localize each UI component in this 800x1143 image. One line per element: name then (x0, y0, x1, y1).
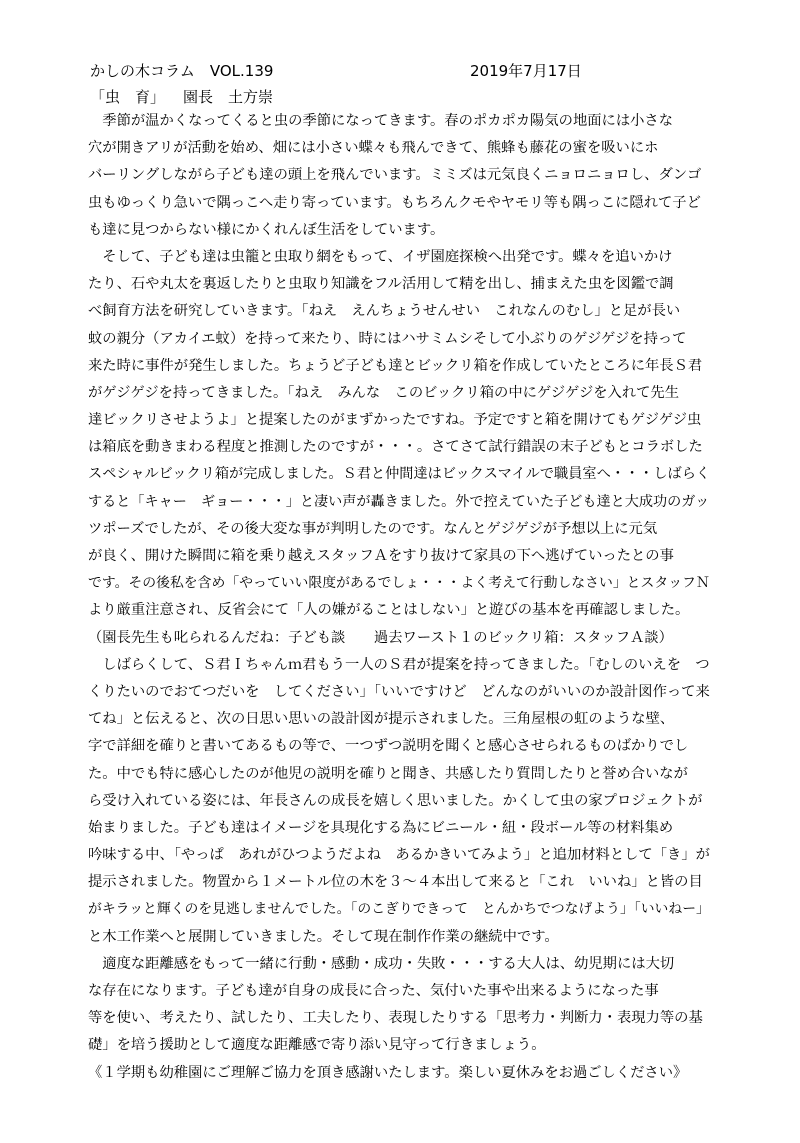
body-line: がキラッと輝くのを見逃しませんでした。「のこぎりできって とんかちでつなげよう」「いいねー」 (88, 901, 710, 918)
body-line: 字で詳細を確りと書いてあるもの等で、一つずつ説明を聞くと感心させられるものばかりでし (88, 738, 689, 755)
article-title: 「虫 育」 (90, 88, 166, 106)
body-line: 等を使い、考えたり、試したり、工夫したり、表現したりする「思考力・判断力・表現力等の基 (88, 1010, 703, 1027)
body-line: ツポーズでしたが、その後大変な事が判明したのです。なんとゲジゲジが予想以上に元気 (88, 520, 658, 537)
body-line: も達に見つからない様にかくれんぼ生活をしています。 (88, 221, 445, 238)
column-name: かしの木コラム VOL.139 (90, 62, 274, 80)
body-line: たり、石や丸太を裏返したりと虫取り知識をフル活用して精を出し、捕まえた虫を図鑑で調 (88, 276, 674, 293)
body-line: が良く、開けた瞬間に箱を乗り越えスタッフＡをすり抜けて家具の下へ逃げていったとの事 (88, 548, 674, 564)
body-line: 達ビックリさせようよ」と提案したのがまずかったですね。予定ですと箱を開けてもゲジゲジ虫 (88, 412, 702, 429)
body-line: くりたいのでおてつだいを してください」「いいですけど どんなのがいいのか設計図作って来 (88, 683, 710, 700)
body-line: 始まりました。子ども達はイメージを具現化する為にビニール・紐・段ボール等の材料集め (88, 819, 674, 836)
body-line: しばらくして、Ｓ君Ｉちゃんｍ君もう一人のＳ君が提案を持ってきました。「むしのいえを つ (88, 656, 710, 673)
body-line: 季節が温かくなってくると虫の季節になってきます。春のポカポカ陽気の地面には小さな (88, 113, 674, 129)
body-line: 提示されました。物置から１メートル位の木を３〜４本出して来ると「これ いいね」と皆の目 (88, 874, 703, 891)
body-line: てね」と伝えると、次の日思い思いの設計図が提示されました。三角屋根の虹のような壁、 (88, 711, 675, 728)
body-line: すると「キャー ギョー・・・」と凄い声が轟きました。外で控えていた子ども達と大成功のガッ (88, 493, 710, 510)
body-line: 適度な距離感をもって一緒に行動・感動・成功・失敗・・・する大人は、幼児期には大切 (88, 955, 675, 972)
body-line: ら受け入れている姿には、年長さんの成長を嬉しく思いました。かくして虫の家プロジェクトが (88, 792, 703, 809)
body-line: べ飼育方法を研究していきます。「ねえ えんちょうせんせい これなんのむし」と足が長い (88, 303, 681, 320)
body-line: 礎」を培う援助として適度な距離感で寄り添い見守って行きましょう。 (88, 1037, 546, 1054)
body-line: バーリングしながら子ども達の頭上を飛んでいます。ミミズは元気良くニョロニョロし、ダンゴ (88, 167, 702, 184)
body-line: 来た時に事件が発生しました。ちょうど子ども達とビックリ箱を作成していたところに年長Ｓ君 (88, 357, 703, 374)
body-line: 蚊の親分（アカイエ蚊）を持って来たり、時にはハサミムシそして小ぶりのゲジゲジを持って (88, 330, 687, 347)
body-line: と木工作業へと展開していきました。そして現在制作作業の継続中です。 (88, 928, 559, 945)
body-line: より厳重注意され、反省会にて「人の嫌がることはしない」と遊びの基本を再確認しました。 (88, 602, 690, 619)
author-name: 園長 土方崇 (183, 88, 274, 106)
body-line: た。中でも特に感心したのが他児の説明を確りと聞き、共感したり質問したりと誉め合いなが (88, 765, 688, 782)
article-body (88, 108, 711, 1087)
closing-line: 《１学期も幼稚園にご理解ご協力を頂き感謝いたします。楽しい夏休みをお過ごしください》 (88, 1064, 688, 1081)
body-line: 吟味する中、「やっぱ あれがひつようだよね あるかきいてみよう」と追加材料として「き」が (88, 847, 710, 864)
body-line: は箱底を動きまわる程度と推測したのですが・・・。さてさて試行錯誤の末子どもとコラボした (88, 439, 703, 456)
body-line: スペシャルビックリ箱が完成しました。Ｓ君と仲間達はビックスマイルで職員室へ・・・しばらく (88, 466, 711, 483)
body-line: （園長先生も叱られるんだね：子ども談 過去ワースト１のビックリ箱：スタッフＡ談） (88, 629, 673, 646)
body-line: 虫もゆっくり急いで隅っこへ走り寄っています。もちろんクモやヤモリ等も隅っこに隠れて子ど (88, 194, 701, 211)
body-line: そして、子ども達は虫籠と虫取り網をもって、イザ園庭探検へ出発です。蝶々を追いかけ (88, 248, 673, 265)
body-line: な存在になります。子ども達が自身の成長に合った、気付いた事や出来るようになった事 (88, 983, 659, 999)
body-line: 穴が開きアリが活動を始め、畑には小さい蝶々も飛んできて、熊蜂も藤花の蜜を吸いにホ (88, 140, 659, 157)
title-row (90, 86, 273, 108)
body-line: がゲジゲジを持ってきました。「ねえ みんな このビックリ箱の中にゲジゲジを入れて先生 (88, 384, 680, 401)
column-date: 2019年7月17日 (470, 62, 582, 80)
body-line: です。その後私を含め「やっていい限度があるでしょ・・・よく考えて行動しなさい」とスタッフＮ (88, 575, 710, 592)
